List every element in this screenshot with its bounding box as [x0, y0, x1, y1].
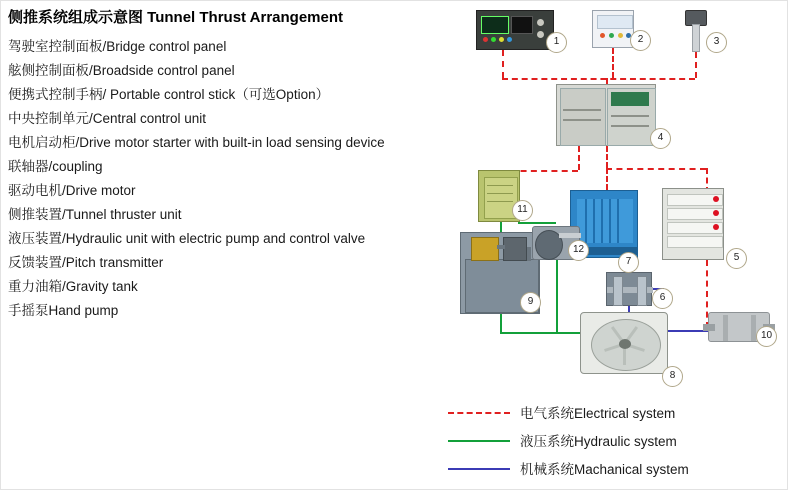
- wire-electrical: [606, 168, 608, 190]
- transmitter-band: [723, 315, 728, 341]
- callout-8: 8: [662, 366, 683, 387]
- wire-electrical: [606, 146, 608, 168]
- component-list: [8, 6, 468, 323]
- list-item: 重力油箱/Gravity tank: [8, 279, 138, 294]
- device-central-control-unit: [556, 84, 656, 146]
- device-bridge-control-panel: [476, 10, 554, 50]
- pipe: [527, 247, 531, 261]
- led-icon: [491, 37, 496, 42]
- led-icon: [713, 210, 719, 216]
- callout-5: 5: [726, 248, 747, 269]
- led-icon: [609, 33, 614, 38]
- callout-4: 4: [650, 128, 671, 149]
- wire-electrical: [578, 146, 580, 170]
- key-label-hydraulic: 液压系统Hydraulic system: [520, 434, 677, 449]
- wire-electrical: [612, 48, 614, 78]
- key-row-mechanical: [448, 456, 788, 484]
- callout-9: 9: [520, 292, 541, 313]
- key-label-mechanical: 机械系统Machanical system: [520, 462, 689, 477]
- wire-electrical: [606, 168, 706, 170]
- key-label-electrical: 电气系统Electrical system: [520, 406, 676, 421]
- coupling-flange: [637, 276, 647, 306]
- callout-7: 7: [618, 252, 639, 273]
- key-row-hydraulic: [448, 428, 788, 456]
- list-item: 手摇泵Hand pump: [8, 303, 119, 318]
- callout-11: 11: [512, 200, 533, 221]
- line-electrical-icon: [448, 412, 510, 414]
- diagram-key: [448, 400, 788, 484]
- stick-cable: [692, 24, 700, 52]
- wire-hydraulic: [500, 332, 582, 334]
- callout-1: 1: [546, 32, 567, 53]
- tank-line: [487, 201, 513, 202]
- list-item: 驱动电机/Drive motor: [8, 183, 136, 198]
- callout-12: 12: [568, 240, 589, 261]
- cabinet-stripe: [563, 109, 601, 111]
- list-item: 反馈装置/Pitch transmitter: [8, 255, 164, 270]
- motor-fin: [601, 199, 603, 243]
- list-item: 液压装置/Hydraulic unit with electric pump and control valve: [8, 231, 366, 246]
- list-item: 中央控制单元/Central control unit: [8, 111, 207, 126]
- panel-keypad: [511, 16, 533, 34]
- starter-module: [667, 236, 723, 248]
- system-diagram: [440, 0, 788, 400]
- knob-icon: [537, 19, 544, 26]
- callout-3: 3: [706, 32, 727, 53]
- led-icon: [483, 37, 488, 42]
- cabinet-stripe: [611, 115, 649, 117]
- tank-line: [487, 193, 513, 194]
- wire-electrical: [502, 50, 504, 78]
- tank-line: [487, 185, 513, 186]
- cabinet-left-door: [560, 88, 606, 146]
- device-drive-motor-starter: [662, 188, 724, 260]
- led-icon: [600, 33, 605, 38]
- motor-fin: [609, 199, 611, 243]
- line-mechanical-icon: [448, 468, 510, 470]
- callout-6: 6: [652, 288, 673, 309]
- panel-display: [481, 16, 509, 34]
- callout-10: 10: [756, 326, 777, 347]
- key-row-electrical: [448, 400, 788, 428]
- control-valve: [503, 237, 527, 261]
- coupling-flange: [613, 276, 623, 306]
- electric-pump: [471, 237, 499, 261]
- list-item: 便携式控制手柄/ Portable control stick（可选Option）: [8, 87, 330, 102]
- cabinet-stripe: [611, 125, 649, 127]
- motor-fin: [593, 199, 595, 243]
- list-item: 驾驶室控制面板/Bridge control panel: [8, 39, 227, 54]
- device-broadside-control-panel: [592, 10, 634, 48]
- list-item: 联轴器/coupling: [8, 159, 103, 174]
- list-item: 侧推装置/Tunnel thruster unit: [8, 207, 182, 222]
- led-icon: [713, 196, 719, 202]
- motor-fin: [585, 199, 587, 243]
- wire-hydraulic: [556, 258, 558, 332]
- led-icon: [499, 37, 504, 42]
- panel-display: [597, 15, 633, 29]
- line-hydraulic-icon: [448, 440, 510, 442]
- page-title: 侧推系统组成示意图 Tunnel Thrust Arrangement: [8, 9, 344, 26]
- motor-fin: [617, 199, 619, 243]
- device-tunnel-thruster-unit: [580, 312, 668, 374]
- list-item: 舷侧控制面板/Broadside control panel: [8, 63, 235, 78]
- pump-lever: [559, 233, 581, 238]
- device-coupling: [606, 272, 652, 306]
- cabinet-stripe: [563, 119, 601, 121]
- led-icon: [507, 37, 512, 42]
- cabinet-display: [611, 92, 649, 106]
- list-item: 电机启动柜/Drive motor starter with built-in load sensing device: [8, 135, 385, 150]
- led-icon: [713, 224, 719, 230]
- pipe: [497, 245, 505, 249]
- wire-electrical: [695, 52, 697, 78]
- wire-hydraulic: [518, 222, 556, 224]
- transmitter-rod: [703, 324, 715, 331]
- propeller-hub: [619, 339, 631, 349]
- callout-2: 2: [630, 30, 651, 51]
- wire-electrical: [502, 78, 695, 80]
- knob-icon: [537, 31, 544, 38]
- led-icon: [618, 33, 623, 38]
